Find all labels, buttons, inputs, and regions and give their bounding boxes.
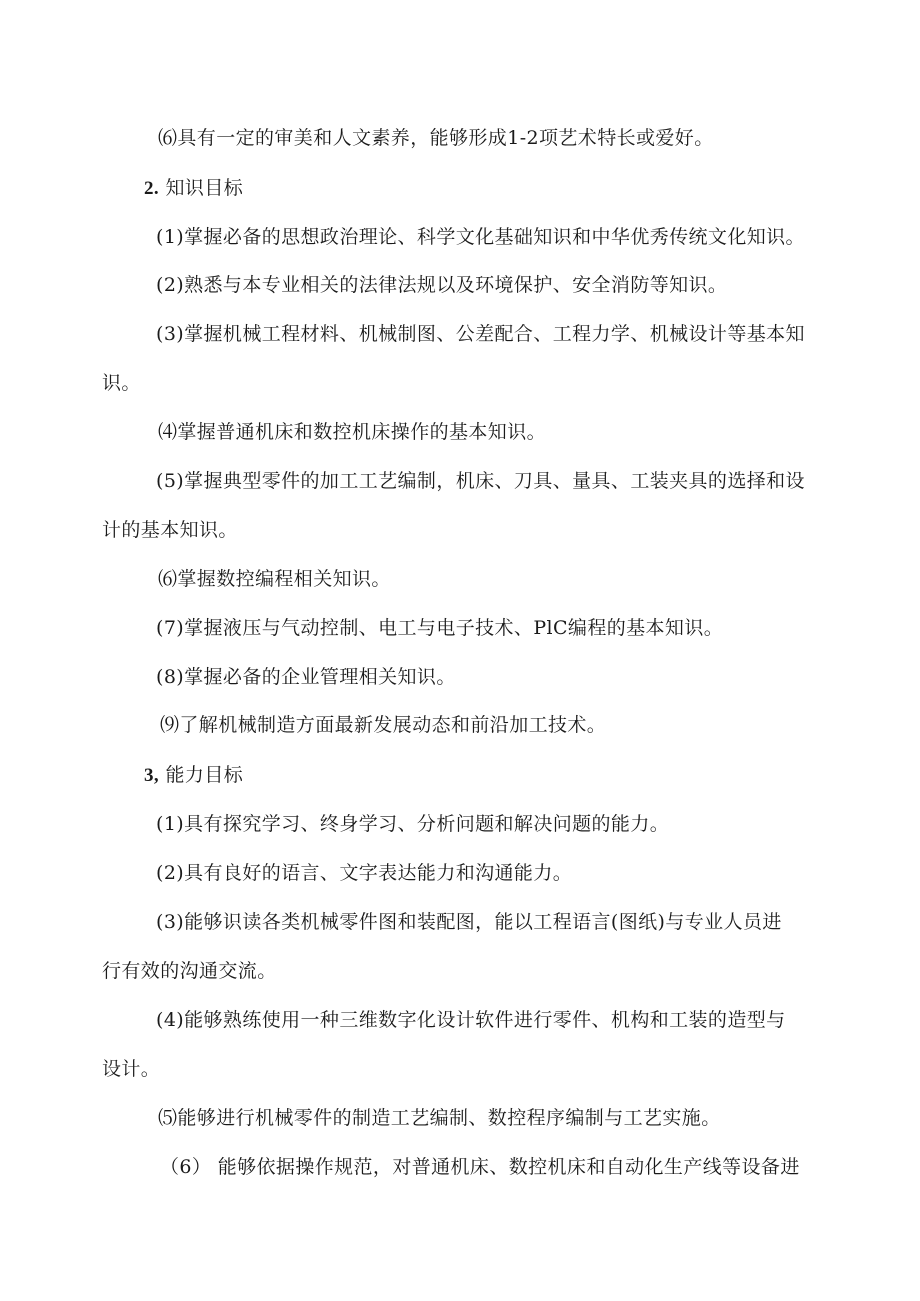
- paragraph-line: (2)熟悉与本专业相关的法律法规以及环境保护、安全消防等知识。: [156, 274, 728, 296]
- paragraph-line: （6） 能够依据操作规范，对普通机床、数控机床和自动化生产线等设备进: [160, 1156, 800, 1178]
- paragraph-line: ⑼了解机械制造方面最新发展动态和前沿加工技术。: [160, 714, 607, 736]
- paragraph-line: (7)掌握液压与气动控制、电工与电子技术、PlC编程的基本知识。: [156, 617, 724, 639]
- paragraph-line: (1)具有探究学习、终身学习、分析问题和解决问题的能力。: [156, 813, 670, 835]
- paragraph-line: 计的基本知识。: [102, 519, 238, 541]
- section-heading: [144, 763, 243, 788]
- paragraph-line: (2)具有良好的语言、文字表达能力和沟通能力。: [156, 862, 573, 884]
- paragraph-line: 识。: [102, 372, 141, 394]
- section-heading: [144, 176, 243, 201]
- paragraph-line: (4)能够熟练使用一种三维数字化设计软件进行零件、机构和工装的造型与: [156, 1009, 786, 1031]
- section-number: 3,: [144, 765, 160, 786]
- paragraph-line: ⑷掌握普通机床和数控机床操作的基本知识。: [158, 421, 547, 443]
- paragraph-line: (5)掌握典型零件的加工工艺编制，机床、刀具、量具、工装夹具的选择和设: [156, 470, 805, 492]
- paragraph-line: (1)掌握必备的思想政治理论、科学文化基础知识和中华优秀传统文化知识。: [156, 226, 805, 248]
- section-number: 2.: [144, 178, 160, 199]
- paragraph-line: (3)能够识读各类机械零件图和装配图，能以工程语言(图纸)与专业人员进: [156, 911, 782, 933]
- paragraph-line: ⑸能够进行机械零件的制造工艺编制、数控程序编制与工艺实施。: [158, 1107, 721, 1129]
- paragraph-line: 行有效的沟通交流。: [102, 960, 277, 982]
- section-title: 能力目标: [165, 764, 244, 786]
- paragraph-line: ⑹具有一定的审美和人文素养，能够形成1-2项艺术特长或爱好。: [158, 127, 714, 149]
- paragraph-line: 设计。: [102, 1058, 161, 1080]
- paragraph-line: (8)掌握必备的企业管理相关知识。: [156, 666, 456, 688]
- section-title: 知识目标: [165, 177, 244, 199]
- paragraph-line: (3)掌握机械工程材料、机械制图、公差配合、工程力学、机械设计等基本知: [156, 323, 805, 345]
- paragraph-line: ⑹掌握数控编程相关知识。: [158, 568, 391, 590]
